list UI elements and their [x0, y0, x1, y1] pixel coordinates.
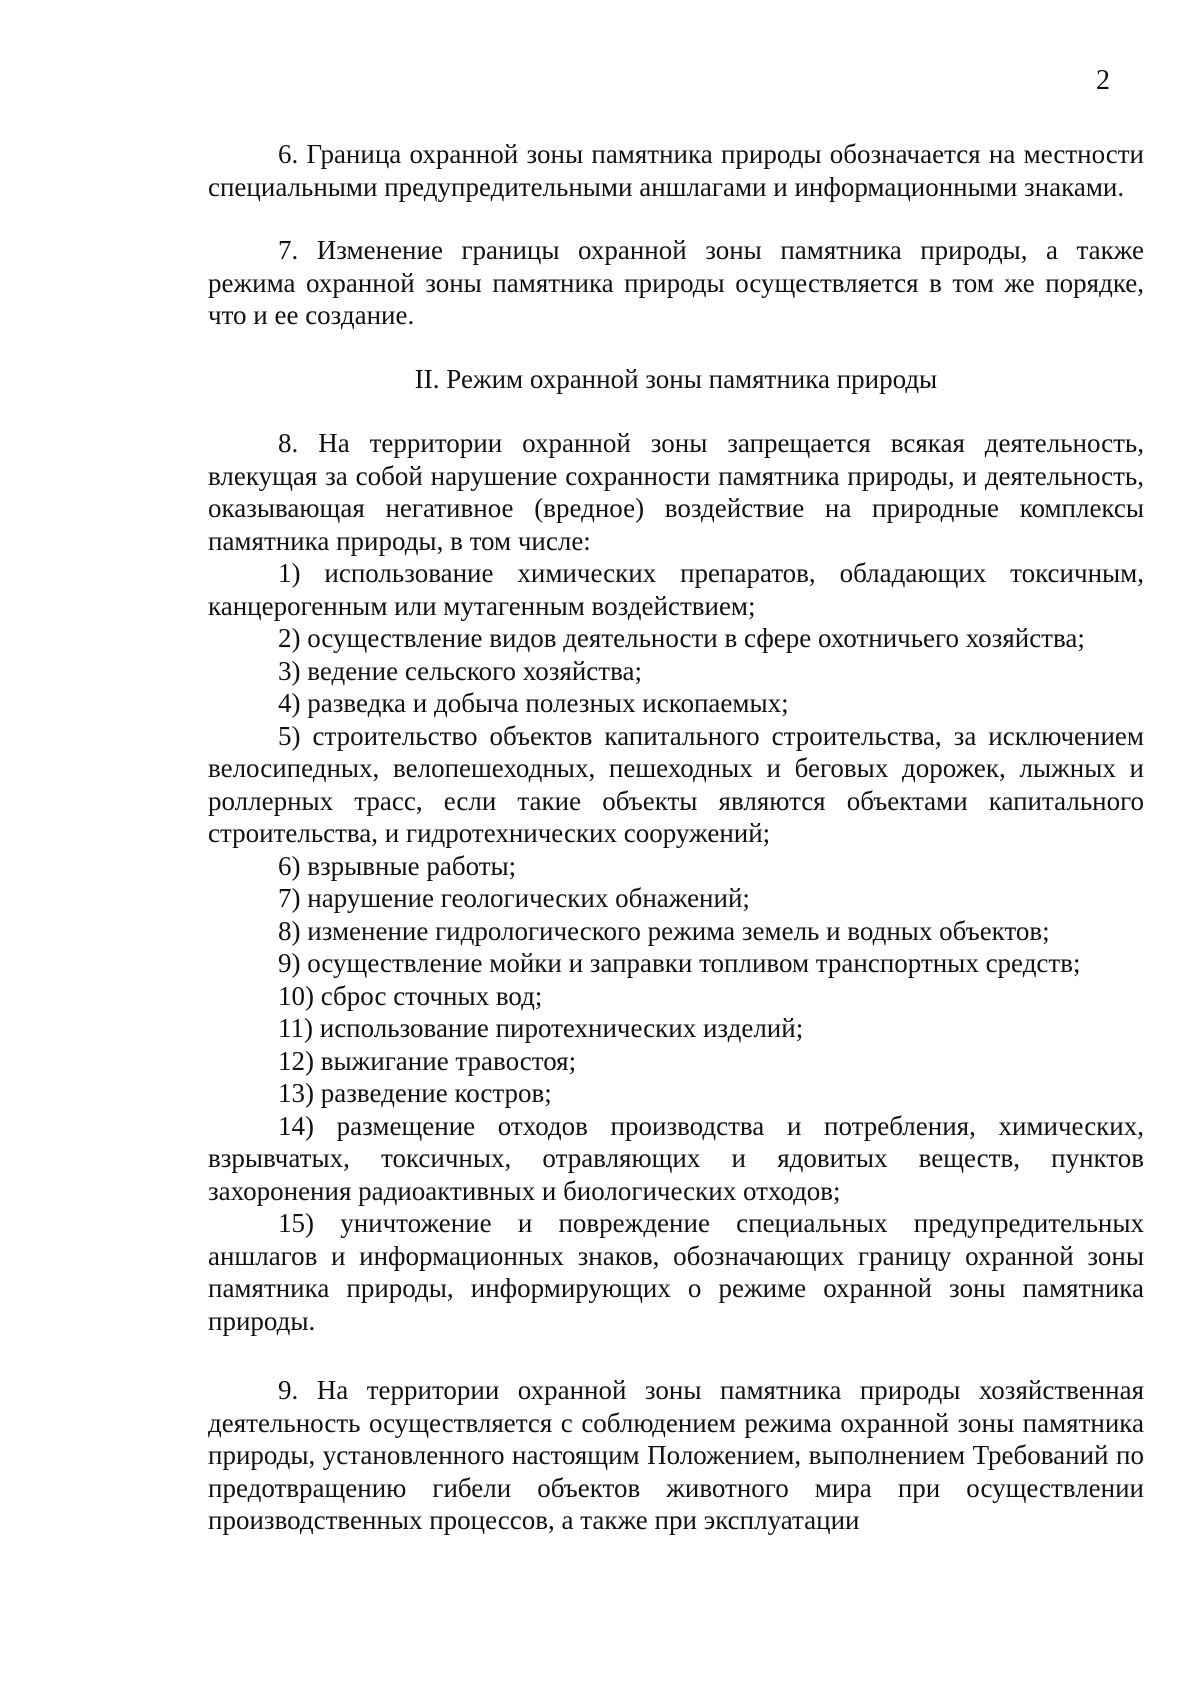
list-item: 13) разведение костров; — [278, 1078, 552, 1108]
paragraph-7: 7. Изменение границы охранной зоны памятника природы, а также режима охранной зоны памятника природы осуществляется в том же порядке, что и ее создание. — [208, 235, 1144, 330]
list-item: 3) ведение сельского хозяйства; — [278, 655, 642, 686]
document-body — [208, 138, 1144, 1537]
list-item: 14) размещение отходов производства и потребления, химических, взрывчатых, токсичных, отравляющих и ядовитых веществ, пунктов захоронения радиоактивных и биологических отходов; — [208, 1110, 1144, 1206]
list-item: 8) изменение гидрологического режима земель и водных объектов; — [278, 915, 1050, 946]
list-item: 7) нарушение геологических обнажений; — [278, 883, 750, 913]
list-item: 2) осуществление видов деятельности в сфере охотничьего хозяйства; — [278, 623, 1085, 653]
list-item: 15) уничтожение и повреждение специальных предупредительных аншлагов и информационных знаков, обозначающих границу охранной зоны памятника природы, информирующих о режиме охранной зоны памятника природы. — [208, 1208, 1144, 1336]
paragraph-9: 9. На территории охранной зоны памятника природы хозяйственная деятельность осуществляется с соблюдением режима охранной зоны памятника природы, установленного настоящим Положением, выполнением Требований по предотвращению гибели объектов животного мира при осуществлении производственных процессов, а также при эксплуатации — [208, 1375, 1144, 1535]
page-number: 2 — [1096, 65, 1110, 96]
section-title: II. Режим охранной зоны памятника природы — [414, 363, 938, 394]
paragraph-6: 6. Граница охранной зоны памятника природы обозначается на местности специальными предупредительными аншлагами и информационными знаками. — [208, 139, 1144, 202]
list-item: 12) выжигание травостоя; — [278, 1045, 577, 1076]
list-item: 9) осуществление мойки и заправки топливом транспортных средств; — [278, 948, 1081, 978]
list-item: 10) сброс сточных вод; — [278, 980, 543, 1011]
list-item: 4) разведка и добыча полезных ископаемых; — [278, 688, 789, 718]
list-item: 11) использование пиротехнических изделий; — [278, 1013, 804, 1043]
paragraph-8: 8. На территории охранной зоны запрещается всякая деятельность, влекущая за собой нарушение сохранности памятника природы, и деятельность, оказывающая негативное (вредное) воздействие на природные комплексы памятника природы, в том числе: — [208, 428, 1144, 556]
list-item: 1) использование химических препаратов, обладающих токсичным, канцерогенным или мутагенным воздействием; — [208, 558, 1144, 621]
list-item: 5) строительство объектов капитального строительства, за исключением велосипедных, велопешеходных, пешеходных и беговых дорожек, лыжных и роллерных трасс, если такие объекты являются объектами капитального строительства, и гидротехнических сооружений; — [208, 720, 1144, 848]
list-item: 6) взрывные работы; — [278, 850, 517, 881]
